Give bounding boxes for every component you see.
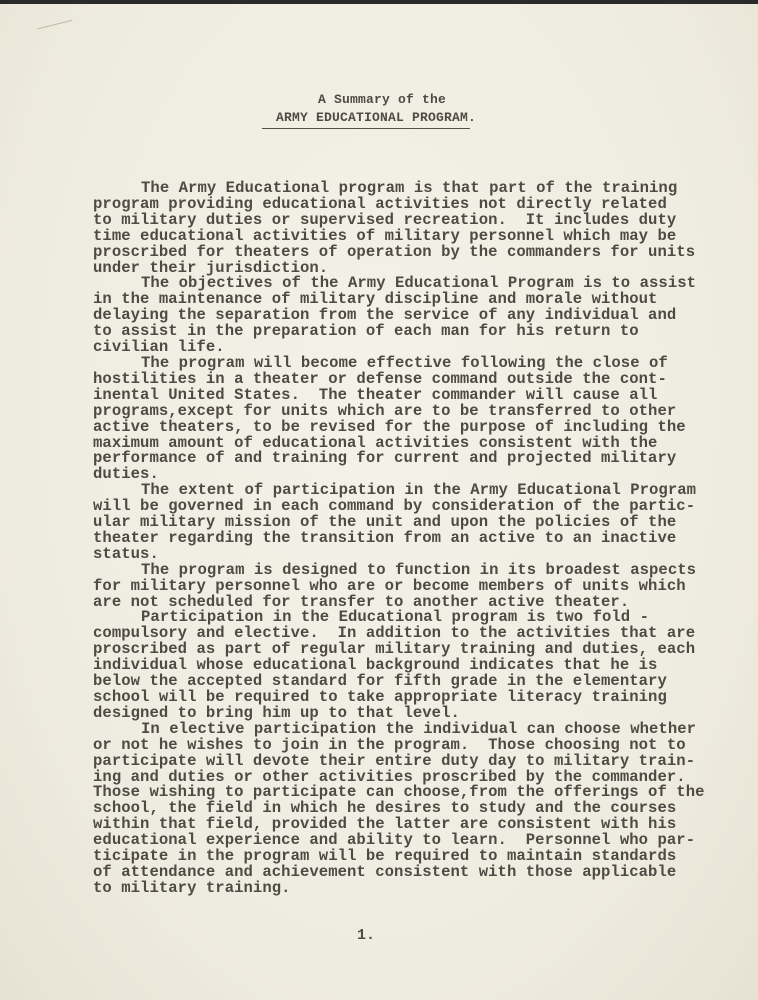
text-line: will be governed in each command by consideration of the partic- xyxy=(93,497,696,516)
paragraph xyxy=(93,353,713,484)
text-line: within that field, provided the latter are consistent with his xyxy=(93,815,677,834)
text-line: The Army Educational program is that part of the training xyxy=(141,179,678,197)
text-line: to assist in the preparation of each man for his return to xyxy=(93,322,639,341)
page-number: 1. xyxy=(357,927,376,944)
text-line: to military duties or supervised recreation. It includes duty xyxy=(93,210,677,229)
text-line: to military training. xyxy=(93,878,291,897)
text-line: theater regarding the transition from an active to an inactive xyxy=(93,528,677,547)
text-line: delaying the separation from the service of any individual and xyxy=(93,306,677,325)
text-line: school, the field in which he desires to study and the courses xyxy=(93,799,677,818)
text-line: hostilities in a theater or defense command outside the cont- xyxy=(93,369,667,388)
text-line: The extent of participation in the Army Educational Program xyxy=(141,481,697,500)
paragraph xyxy=(93,560,713,611)
text-line: performance of and training for current and projected military xyxy=(93,449,677,468)
text-line: individual whose educational background indicates that he is xyxy=(93,656,658,675)
paragraph xyxy=(93,276,713,356)
paragraph xyxy=(93,483,713,563)
text-line: Those wishing to participate can choose,from the offerings of the xyxy=(93,783,705,802)
text-line: program providing educational activities not directly related xyxy=(93,194,667,213)
paragraph xyxy=(93,610,713,721)
document-body xyxy=(93,181,713,897)
text-line: time educational activities of military personnel which may be xyxy=(93,226,677,245)
text-line: of attendance and achievement consistent with those applicable xyxy=(93,862,677,881)
scan-edge xyxy=(0,0,758,4)
text-line: programs,except for units which are to be transferred to other xyxy=(93,401,677,420)
text-line: In elective participation the individual can choose whether xyxy=(141,719,697,738)
text-line: The program is designed to function in its broadest aspects xyxy=(141,560,697,579)
text-line: ular military mission of the unit and upon the policies of the xyxy=(93,513,677,532)
text-line: inental United States. The theater commander will cause all xyxy=(93,385,658,404)
text-line: or not he wishes to join in the program. Those choosing not to xyxy=(93,735,686,754)
text-line: ticipate in the program will be required to maintain standards xyxy=(93,847,677,866)
text-line: are not scheduled for transfer to another active theater. xyxy=(93,592,630,611)
paragraph xyxy=(93,719,713,897)
text-line: compulsory and elective. In addition to the activities that are xyxy=(93,624,696,643)
text-line: proscribed for theaters of operation by the commanders for units xyxy=(93,242,696,261)
text-line: school will be required to take appropriate literacy training xyxy=(93,688,667,706)
text-line: The program will become effective following the close of xyxy=(141,353,668,372)
text-line: The objectives of the Army Educational Program is to assist xyxy=(141,274,697,293)
text-line: ing and duties or other activities proscribed by the commander. xyxy=(93,767,686,786)
text-line: designed to bring him up to that level. xyxy=(93,703,460,722)
text-line: for military personnel who are or become members of units which xyxy=(93,576,686,595)
text-line: status. xyxy=(93,544,159,563)
text-line: Participation in the Educational program is two fold - xyxy=(141,608,650,627)
text-line: proscribed as part of regular military training and duties, each xyxy=(93,640,696,659)
text-line: active theaters, to be revised for the purpose of including the xyxy=(93,417,686,436)
text-line: educational experience and ability to learn. Personnel who par- xyxy=(93,831,696,850)
text-line: civilian life. xyxy=(93,338,225,357)
paragraph xyxy=(93,181,713,276)
text-line: in the maintenance of military discipline and morale without xyxy=(93,290,658,309)
heading-title: ARMY EDUCATIONAL PROGRAM. xyxy=(275,110,477,125)
heading-line-1: A Summary of the xyxy=(317,92,447,107)
text-line: participate will devote their entire duty day to military train- xyxy=(93,751,696,770)
text-line: under their jurisdiction. xyxy=(93,258,329,277)
text-line: duties. xyxy=(93,465,159,484)
paper-mark xyxy=(37,20,75,39)
title-underline xyxy=(262,128,470,130)
text-line: maximum amount of educational activities consistent with the xyxy=(93,433,658,452)
text-line: below the accepted standard for fifth grade in the elementary xyxy=(93,672,667,691)
